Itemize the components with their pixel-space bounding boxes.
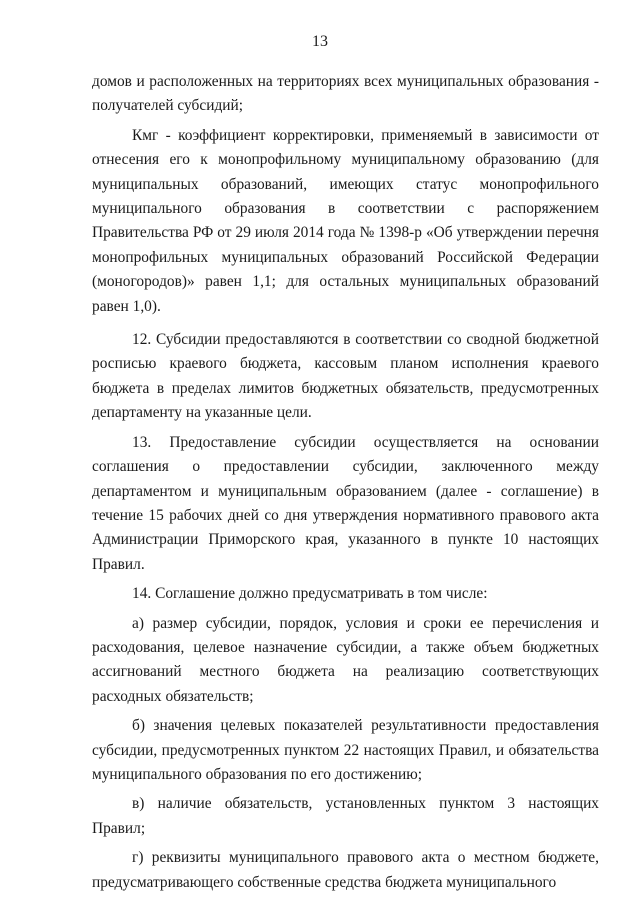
paragraph-subitem-v: в) наличие обязательств, установленных пунктом 3 настоящих Правил; [92, 795, 599, 837]
paragraph-continuation: домов и расположенных на территориях всех муниципальных образования - получателей субсидий; [92, 73, 599, 115]
paragraph-item-12: 12. Субсидии предоставляются в соответствии со сводной бюджетной росписью краевого бюджета, кассовым планом исполнения краевого бюджета в пределах лимитов бюджетных обязательств, предусмотренных департаменту на указанные цели. [92, 331, 599, 422]
document-body [92, 70, 599, 900]
page-number: 13 [312, 33, 328, 50]
paragraph-kmg-coefficient: Кмг - коэффициент корректировки, применяемый в зависимости от отнесения его к монопрофильному муниципальному образованию (для муниципальных образований, имеющих статус монопрофильного муниципального образования в соответствии с распоряжением Правительства РФ от 29 июля 2014 года № 1398-р «Об утверждении перечня монопрофильных муниципальных образований Российской Федерации (моногородов)» равен 1,1; для остальных муниципальных образований равен 1,0). [92, 126, 599, 315]
paragraph-subitem-g: г) реквизиты муниципального правового акта о местном бюджете, предусматривающего собственные средства бюджета муниципального [92, 849, 599, 891]
paragraph-item-13: 13. Предоставление субсидии осуществляется на основании соглашения о предоставлении субсидии, заключенного между департаментом и муниципальным образованием (далее - соглашение) в течение 15 рабочих дней со дня утверждения нормативного правового акта Администрации Приморского края, указанного в пункте 10 настоящих Правил. [92, 433, 599, 573]
paragraph-subitem-b: б) значения целевых показателей результативности предоставления субсидии, предусмотренных пунктом 22 настоящих Правил, и обязательства муниципального образования по его достижению; [92, 717, 599, 783]
paragraph-item-14: 14. Соглашение должно предусматривать в том числе: [132, 585, 488, 603]
paragraph-subitem-a: а) размер субсидии, порядок, условия и сроки ее перечисления и расходования, целевое назначение субсидии, а также объем бюджетных ассигнований местного бюджета на реализацию соответствующих расходных обязательств; [92, 614, 599, 705]
